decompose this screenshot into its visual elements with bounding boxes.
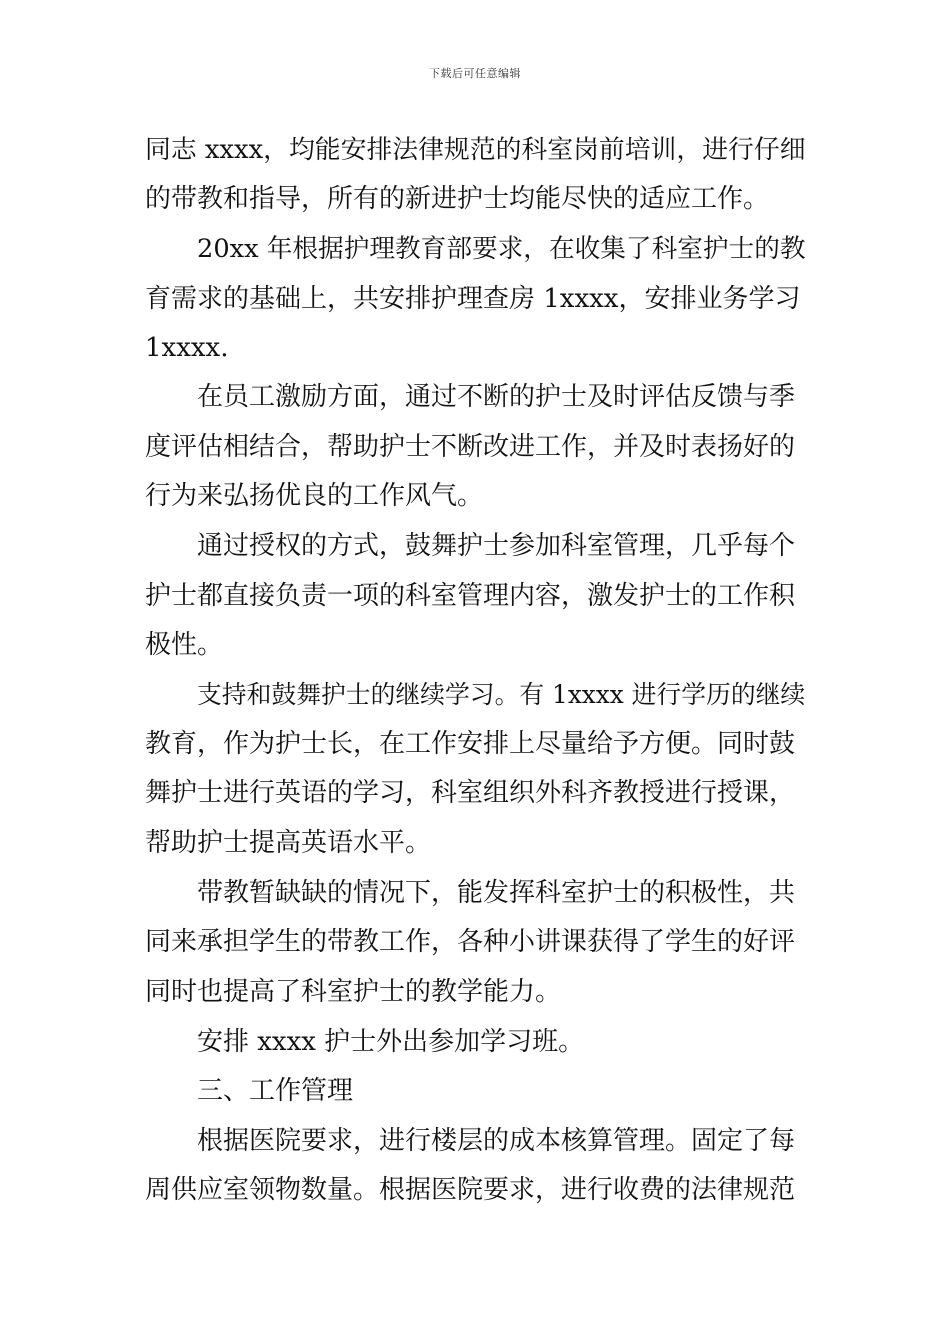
text-line: 的带教和指导，所有的新进护士均能尽快的适应工作。 [145, 184, 770, 214]
text-line: 在员工激励方面，通过不断的护士及时评估反馈与季 [197, 382, 796, 412]
text-line: 行为来弘扬优良的工作风气。 [145, 481, 484, 511]
text-line: 1xxxx. [145, 333, 229, 363]
text-line: 教育，作为护士长，在工作安排上尽量给予方便。同时鼓 [145, 729, 796, 759]
section-heading: 三、工作管理 [197, 1076, 354, 1106]
text-line: 安排 xxxx 护士外出参加学习班。 [197, 1027, 585, 1057]
text-line: 护士都直接负责一项的科室管理内容，激发护士的工作积 [145, 581, 796, 611]
text-line: 帮助护士提高英语水平。 [145, 828, 432, 858]
text-line: 20xx 年根据护理教育部要求，在收集了科室护士的教 [197, 234, 806, 264]
text-line: 度评估相结合，帮助护士不断改进工作，并及时表扬好的 [145, 432, 796, 462]
text-line: 同时也提高了科室护士的教学能力。 [145, 977, 562, 1007]
text-line: 同来承担学生的带教工作，各种小讲课获得了学生的好评 [145, 927, 796, 957]
text-line: 根据医院要求，进行楼层的成本核算管理。固定了每 [197, 1126, 796, 1156]
page-header: 下载后可任意编辑 [429, 67, 521, 80]
text-line: 周供应室领物数量。根据医院要求，进行收费的法律规范 [145, 1175, 796, 1205]
text-line: 同志 xxxx，均能安排法律规范的科室岗前培训，进行仔细 [145, 135, 806, 165]
text-line: 通过授权的方式，鼓舞护士参加科室管理，几乎每个 [197, 531, 796, 561]
text-line: 极性。 [145, 630, 224, 660]
text-line: 舞护士进行英语的学习，科室组织外科齐教授进行授课， [145, 778, 796, 808]
text-line: 育需求的基础上，共安排护理查房 1xxxx，安排业务学习 [145, 284, 801, 314]
text-line: 支持和鼓舞护士的继续学习。有 1xxxx 进行学历的继续 [197, 680, 806, 709]
text-line: 带教暂缺缺的情况下，能发挥科室护士的积极性，共 [197, 878, 796, 908]
